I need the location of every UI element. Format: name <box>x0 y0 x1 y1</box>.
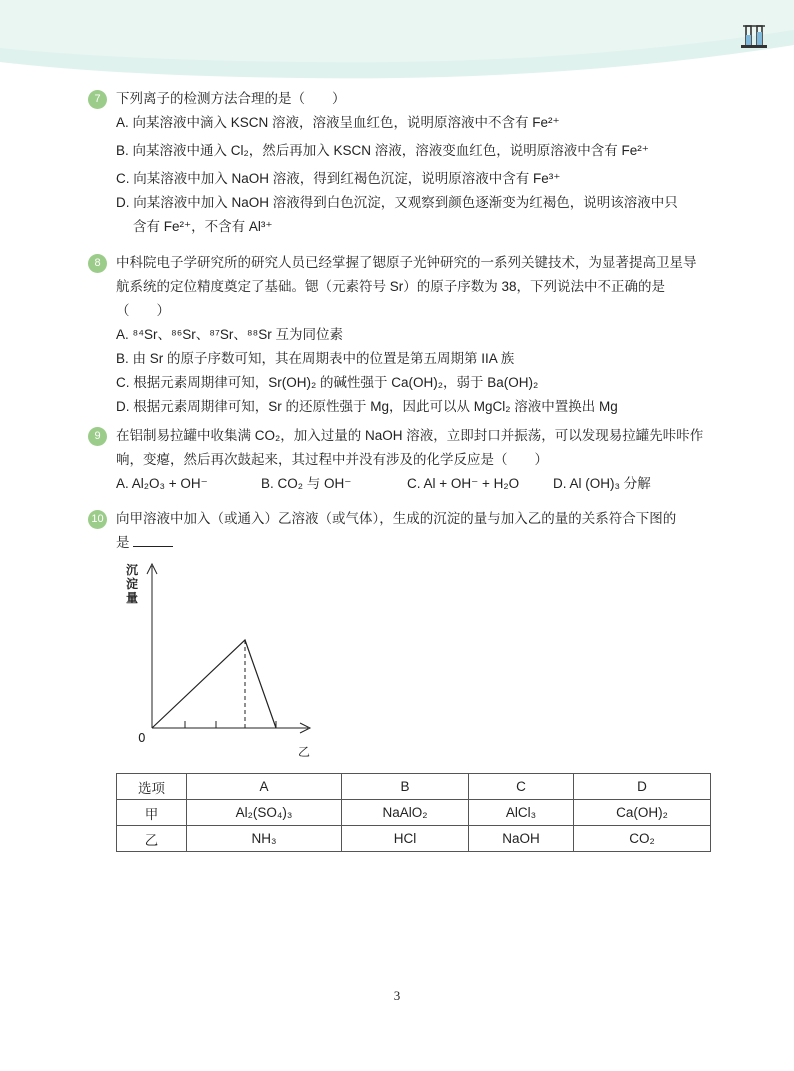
question-stem-line2 <box>116 531 728 555</box>
table-cell: 乙 <box>117 826 187 852</box>
graph-y-label-2: 淀 <box>126 577 139 591</box>
test-tubes-icon <box>740 22 768 50</box>
option-a: A. Al₂O₃ + OH⁻ <box>116 476 208 491</box>
graph-x-label: 乙 <box>298 745 311 759</box>
option-a: A. ⁸⁴Sr、⁸⁶Sr、⁸⁷Sr、⁸⁸Sr 互为同位素 <box>116 327 343 342</box>
question-stem-line1: 中科院电子学研究所的研究人员已经掌握了锶原子光钟研究的一系列关键技术，为显著提高卫星导 <box>116 255 697 270</box>
question-10 <box>88 507 728 555</box>
table-cell: NaAlO₂ <box>342 800 469 826</box>
header-band <box>0 0 794 80</box>
question-stem-text: 是 <box>116 535 130 550</box>
table-cell: 甲 <box>117 800 187 826</box>
option-d: D. 根据元素周期律可知，Sr 的还原性强于 Mg，因此可以从 MgCl₂ 溶液中置换出 Mg <box>116 399 618 414</box>
table-row <box>117 800 711 826</box>
option-d: D. Al (OH)₃ 分解 <box>553 476 651 491</box>
graph-origin-label: 0 <box>138 731 146 745</box>
table-cell: Ca(OH)₂ <box>574 800 711 826</box>
table-cell: NaOH <box>469 826 574 852</box>
question-number-badge: 9 <box>88 427 107 446</box>
question-number-badge: 8 <box>88 254 107 273</box>
option-b: B. CO₂ 与 OH⁻ <box>261 476 352 491</box>
option-c: C. 根据元素周期律可知，Sr(OH)₂ 的碱性强于 Ca(OH)₂，弱于 Ba(OH)₂ <box>116 375 539 390</box>
question-number-badge: 7 <box>88 90 107 109</box>
question-stem-line2: 响，变瘪，然后再次鼓起来，其过程中并没有涉及的化学反应是（ ） <box>116 452 548 467</box>
table-cell: NH₃ <box>187 826 342 852</box>
table-cell: 选项 <box>117 774 187 800</box>
question-stem-line1: 在铝制易拉罐中收集满 CO₂，加入过量的 NaOH 溶液，立即封口并振荡，可以发现易拉罐先咔咔作 <box>116 428 704 443</box>
page-number: 3 <box>393 988 401 1003</box>
question-number-badge: 10 <box>88 510 107 529</box>
graph-y-label-1: 沉 <box>126 563 139 577</box>
question-9 <box>88 424 728 496</box>
table-cell: D <box>574 774 711 800</box>
question-8 <box>88 251 728 419</box>
precipitate-curve <box>152 640 276 728</box>
table-header-row <box>117 774 711 800</box>
table-cell: AlCl₃ <box>469 800 574 826</box>
table-cell: B <box>342 774 469 800</box>
option-c: C. 向某溶液中加入 NaOH 溶液，得到红褐色沉淀，说明原溶液中含有 Fe³⁺ <box>116 171 561 186</box>
options-row <box>116 472 728 496</box>
question-stem-line2: 航系统的定位精度奠定了基础。锶（元素符号 Sr）的原子序数为 38，下列说法中不正确的是 <box>116 279 666 294</box>
option-c: C. Al + OH⁻ + H₂O <box>407 476 520 491</box>
question-7 <box>88 87 728 239</box>
options-table <box>116 773 711 852</box>
table-cell: CO₂ <box>574 826 711 852</box>
graph-y-label-3: 量 <box>126 591 139 605</box>
table-cell: C <box>469 774 574 800</box>
precipitate-graph <box>120 560 320 760</box>
option-b: B. 向某溶液中通入 Cl₂，然后再加入 KSCN 溶液，溶液变血红色，说明原溶液中含有 Fe²⁺ <box>116 143 649 158</box>
option-a: A. 向某溶液中滴入 KSCN 溶液，溶液呈血红色，说明原溶液中不含有 Fe²⁺ <box>116 115 560 130</box>
question-stem: 下列离子的检测方法合理的是（ ） <box>116 91 346 106</box>
table-cell: HCl <box>342 826 469 852</box>
table-row <box>117 826 711 852</box>
option-d-line1: D. 向某溶液中加入 NaOH 溶液得到白色沉淀，又观察到颜色逐渐变为红褐色，说明该溶液中只 <box>116 195 678 210</box>
answer-blank <box>133 532 173 547</box>
option-d-line2: 含有 Fe²⁺，不含有 Al³⁺ <box>133 219 273 234</box>
option-b: B. 由 Sr 的原子序数可知，其在周期表中的位置是第五周期第 IIA 族 <box>116 351 515 366</box>
table-cell: Al₂(SO₄)₃ <box>187 800 342 826</box>
question-stem-line1: 向甲溶液中加入（或通入）乙溶液（或气体），生成的沉淀的量与加入乙的量的关系符合下图的 <box>116 511 677 526</box>
table-cell: A <box>187 774 342 800</box>
question-stem-line3: （ ） <box>116 303 170 318</box>
